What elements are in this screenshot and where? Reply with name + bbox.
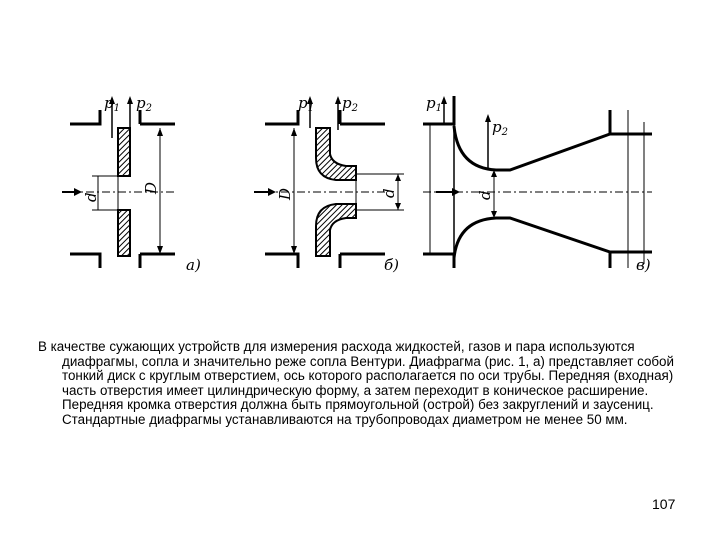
label-p2-c: $p_2$ — [492, 118, 508, 138]
caption-c: в) — [636, 256, 651, 274]
nozzle-profile-bottom — [316, 204, 356, 256]
nozzle-profile-top — [316, 128, 356, 180]
venturi-contour-bottom — [454, 218, 652, 258]
panel-c-venturi — [423, 96, 652, 268]
label-p1-a: $p_1$ — [104, 94, 120, 114]
caption-b: б) — [384, 256, 400, 274]
venturi-contour-top — [454, 126, 652, 170]
label-p2-b: $p_2$ — [342, 94, 358, 114]
pipe-wall-top — [70, 110, 100, 124]
label-d-a: d — [82, 192, 100, 202]
body-text — [38, 340, 688, 428]
label-p2-a: $p_2$ — [136, 94, 152, 114]
diaphragm-plate-top — [118, 128, 130, 176]
label-p1-c: $p_1$ — [426, 94, 442, 114]
page-number: 107 — [652, 496, 676, 512]
caption-a: а) — [186, 256, 201, 274]
label-d-c: d — [476, 190, 494, 200]
label-d-b: d — [380, 188, 398, 198]
figure-flow-restrictors — [40, 82, 690, 282]
paragraph: В качестве сужающих устройств для измерения расхода жидкостей, газов и пара используются диафрагмы, сопла и значительно реже сопла Вентури. Диафрагма (рис. 1, а) представляет собой тонкий диск с круглым отверстием, ось которого располагается по оси трубы. Передняя (входная) часть отверстия имеет цилиндрическую форму, а затем переходит в коническое расширение. Передняя кромка отверстия должна быть прямоугольной (острой) без закруглений и заусениц. Стандартные диафрагмы устанавливаются на трубопроводах диаметром не менее 50 мм. — [38, 339, 674, 427]
label-D-a: D — [142, 181, 160, 194]
label-D-b: D — [276, 187, 294, 200]
diaphragm-plate-bottom — [118, 210, 130, 256]
panel-b-nozzle — [254, 96, 404, 268]
label-p1-b: $p_1$ — [298, 94, 314, 114]
